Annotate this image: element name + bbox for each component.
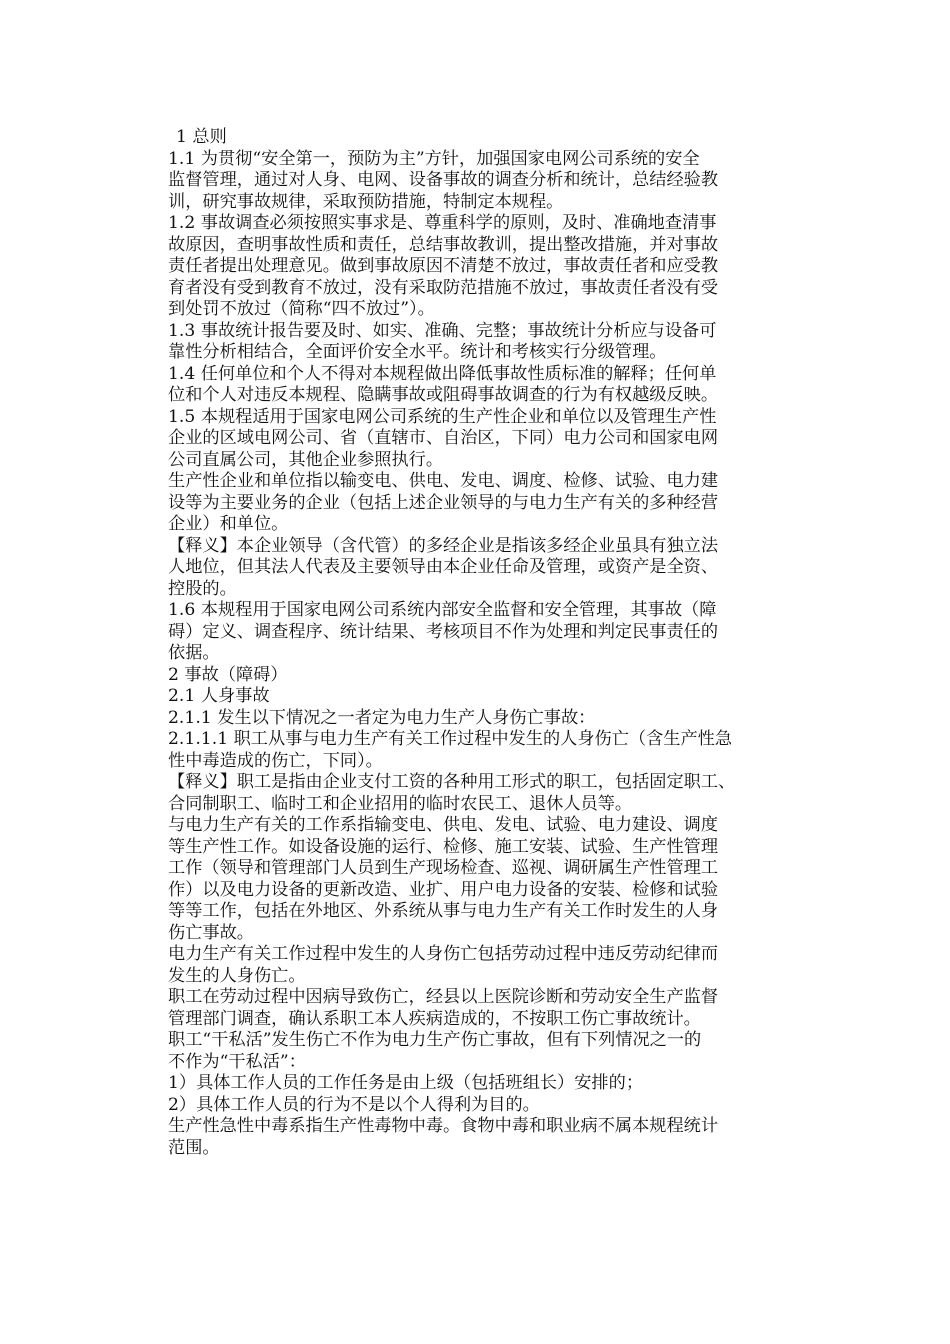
- paragraph-interpretation-2: 【释义】职工是指由企业支付工资的各种用工形式的职工，包括固定职工、 合同制职工、临时工和企业招用的临时农民工、退休人员等。: [168, 772, 736, 814]
- paragraph-2-1-1: 2.1.1 发生以下情况之一者定为电力生产人身伤亡事故：: [168, 707, 596, 728]
- list-item-2: 2）具体工作人员的行为不是以个人得利为目的。: [168, 1094, 540, 1115]
- section-heading-general: 1 总则: [176, 127, 227, 147]
- paragraph-poisoning: 生产性急性中毒系指生产性毒物中毒。食物中毒和职业病不属本规程统计 范围。: [168, 1116, 719, 1158]
- paragraph-1-6: 1.6 本规程用于国家电网公司系统内部安全监督和安全管理，其事故（障 碍）定义、调查程序、统计结果、考核项目不作为处理和判定民事责任的 依据。: [168, 600, 719, 663]
- paragraph-1-5: 1.5 本规程适用于国家电网公司系统的生产性企业和单位以及管理生产性 企业的区域电网公司、省（直辖市、自治区，下同）电力公司和国家电网 公司直属公司，其他企业参照执行。: [168, 406, 719, 470]
- section-heading-accidents: 2 事故（障碍）: [168, 664, 288, 685]
- paragraph-illness: 职工在劳动过程中因病导致伤亡，经县以上医院诊断和劳动安全生产监督 管理部门调查，确认系职工本人疾病造成的，不按职工伤亡事故统计。: [168, 987, 719, 1029]
- list-item-1: 1）具体工作人员的工作任务是由上级（包括班组长）安排的；: [168, 1073, 644, 1093]
- paragraph-1-2: 1.2 事故调查必须按照实事求是、尊重科学的原则，及时、准确地查清事 故原因，查明事故性质和责任，总结事故教训，提出整改措施，并对事故 责任者提出处理意见。做到事故原因不清楚不放过，事故责任者和应受教 育者没有受到教育不放过，没有采取防范措施不放过，事故责任者没有受 到处罚不放过（简称“四不放过”）。: [168, 213, 719, 319]
- paragraph-1-4: 1.4 任何单位和个人不得对本规程做出降低事故性质标准的解释；任何单 位和个人对违反本规程、隐瞒事故或阻碍事故调查的行为有权越级反映。: [168, 363, 719, 405]
- paragraph-1-1: 1.1 为贯彻“安全第一，预防为主”方针，加强国家电网公司系统的安全 监督管理，通过对人身、电网、设备事故的调查分析和统计，总结经验教 训，研究事故规律，采取预防措施，特制定本规程。: [168, 148, 719, 212]
- paragraph-labor-discipline: 电力生产有关工作过程中发生的人身伤亡包括劳动过程中违反劳动纪律而 发生的人身伤亡。: [168, 944, 719, 986]
- paragraph-1-3: 1.3 事故统计报告要及时、如实、准确、完整；事故统计分析应与设备可 靠性分析相结合，全面评价安全水平。统计和考核实行分级管理。: [168, 320, 717, 362]
- paragraph-interpretation-1: 【释义】本企业领导（含代管）的多经企业是指该多经企业虽具有独立法 人地位，但其法人代表及主要领导由本企业任命及管理，或资产是全资、 控股的。: [168, 535, 719, 599]
- paragraph-private-work: 职工“干私活”发生伤亡不作为电力生产伤亡事故，但有下列情况之一的 不作为“干私活”：: [168, 1030, 702, 1072]
- paragraph-2-1-1-1: 2.1.1.1 职工从事与电力生产有关工作过程中发生的人身伤亡（含生产性急 性中毒造成的伤亡，下同）。: [168, 729, 733, 771]
- document-body: [168, 127, 788, 1159]
- paragraph-related-work: 与电力生产有关的工作系指输变电、供电、发电、试验、电力建设、调度 等生产性工作。如设备设施的运行、检修、施工安装、试验、生产性管理 工作（领导和管理部门人员到生产现场检查、巡视、调研属生产性管理工 作）以及电力设备的更新改造、业扩、用户电力设备的安装、检修和试验 等等工作，包括在外地区、外系统从事与电力生产有关工作时发生的人身 伤亡事故。: [168, 815, 719, 943]
- paragraph-production-units: 生产性企业和单位指以输变电、供电、发电、调度、检修、试验、电力建 设等为主要业务的企业（包括上述企业领导的与电力生产有关的多种经营 企业）和单位。: [168, 471, 719, 534]
- subsection-heading-personal-accidents: 2.1 人身事故: [168, 686, 270, 706]
